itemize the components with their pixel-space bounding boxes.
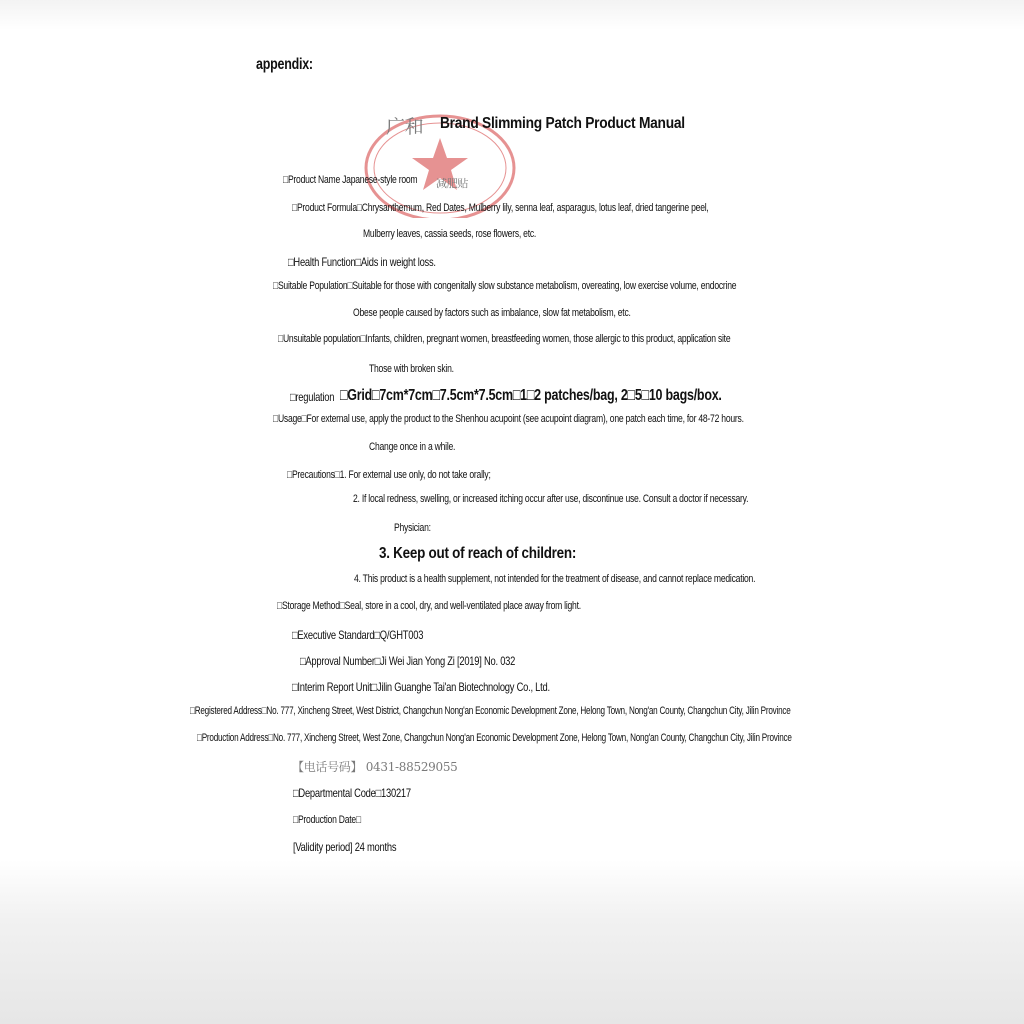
departmental-code-line bbox=[293, 786, 444, 800]
product-formula-line-1 bbox=[292, 202, 826, 214]
product-name-faded bbox=[436, 175, 468, 191]
health-function-line bbox=[288, 255, 478, 269]
unsuitable-population-text-2: Those with broken skin. bbox=[369, 363, 454, 375]
suitable-population-line-1 bbox=[273, 280, 867, 292]
precautions-line-4 bbox=[354, 573, 868, 585]
production-address-line bbox=[197, 732, 1001, 744]
unsuitable-population-line-1 bbox=[278, 333, 858, 345]
precautions-line-2 bbox=[353, 493, 860, 505]
precautions-text-1: □Precautions□1. For external use only, do not take orally; bbox=[287, 469, 491, 481]
registered-address-text: □Registered Address□No. 777, Xincheng Street, West District, Changchun Nong'an Economic Development Zone, Helong Town, Nong'an County, Changchun City, Jilin Province bbox=[190, 705, 791, 717]
product-name-text: □Product Name Japanese-style room bbox=[283, 174, 418, 186]
regulation-value bbox=[340, 387, 829, 405]
precautions-text-2: 2. If local redness, swelling, or increased itching occur after use, discontinue use. Consult a doctor if necessary. bbox=[353, 493, 749, 505]
departmental-code-text: □Departmental Code□130217 bbox=[293, 786, 411, 800]
phone-number-line bbox=[292, 758, 458, 775]
approval-number-line bbox=[300, 654, 576, 668]
physician-text: Physician: bbox=[394, 522, 431, 534]
page-title bbox=[440, 115, 725, 133]
suitable-population-text-1: □Suitable Population□Suitable for those with congenitally slow substance metabolism, overeating, low exercise volume, endocrine bbox=[273, 280, 737, 292]
interim-report-unit-text: □Interim Report Unit□Jilin Guanghe Tai'an Biotechnology Co., Ltd. bbox=[292, 680, 550, 694]
approval-number-text: □Approval Number□Ji Wei Jian Yong Zi [2019] No. 032 bbox=[300, 654, 516, 668]
suitable-population-line-2 bbox=[353, 307, 709, 319]
product-formula-line-2 bbox=[363, 228, 585, 240]
product-formula-text-2: Mulberry leaves, cassia seeds, rose flowers, etc. bbox=[363, 228, 537, 240]
product-formula-text-1: □Product Formula□Chrysanthemum, Red Dates, Mulberry lily, senna leaf, asparagus, lotus leaf, dried tangerine peel, bbox=[292, 202, 709, 214]
unsuitable-population-line-2 bbox=[369, 363, 478, 375]
regulation-label bbox=[290, 390, 347, 404]
storage-method-text: □Storage Method□Seal, store in a cool, dry, and well-ventilated place away from light. bbox=[277, 600, 581, 612]
product-name-faded-text: 减肥贴 bbox=[436, 177, 469, 190]
regulation-value-text: □Grid□7cm*7cm□7.5cm*7.5cm□1□2 patches/bag, 2□5□10 bags/box. bbox=[340, 387, 722, 404]
executive-standard-text: □Executive Standard□Q/GHT003 bbox=[292, 628, 424, 642]
validity-period-line bbox=[293, 840, 425, 854]
usage-text-2: Change once in a while. bbox=[369, 441, 456, 453]
appendix-label-text: appendix: bbox=[256, 56, 313, 73]
executive-standard-line bbox=[292, 628, 460, 642]
keep-out-line bbox=[379, 545, 614, 563]
production-address-text: □Production Address□No. 777, Xincheng Street, West Zone, Changchun Nong'an Economic Development Zone, Helong Town, Nong'an County, Changchun City, Jilin Province bbox=[197, 732, 792, 744]
usage-line-1 bbox=[273, 413, 877, 425]
suitable-population-text-2: Obese people caused by factors such as imbalance, slow fat metabolism, etc. bbox=[353, 307, 631, 319]
product-name-line bbox=[283, 174, 455, 186]
phone-number-text: 【电话号码】 0431-88529055 bbox=[292, 760, 458, 774]
production-date-line bbox=[293, 814, 380, 826]
title-chinese-mark bbox=[386, 112, 423, 139]
validity-period-text: [Validity period] 24 months bbox=[293, 840, 397, 854]
health-function-text: □Health Function□Aids in weight loss. bbox=[288, 255, 436, 269]
interim-report-unit-line bbox=[292, 680, 623, 694]
usage-text-1: □Usage□For external use, apply the product to the Shenhou acupoint (see acupoint diagram), one patch each time, for 48-72 hours. bbox=[273, 413, 744, 425]
page-title-text: Brand Slimming Patch Product Manual bbox=[440, 115, 685, 132]
precautions-line-1 bbox=[287, 469, 548, 481]
usage-line-2 bbox=[369, 441, 480, 453]
precautions-text-4: 4. This product is a health supplement, not intended for the treatment of disease, and cannot replace medication. bbox=[354, 573, 756, 585]
keep-out-text: 3. Keep out of reach of children: bbox=[379, 545, 577, 562]
storage-method-line bbox=[277, 600, 667, 612]
registered-address-line bbox=[190, 705, 1002, 717]
physician-line bbox=[394, 522, 441, 534]
unsuitable-population-text-1: □Unsuitable population□Infants, children, pregnant women, breastfeeding women, those allergic to this product, application site bbox=[278, 333, 731, 345]
appendix-label bbox=[256, 56, 329, 74]
regulation-label-text: □regulation bbox=[290, 390, 335, 404]
title-chinese-text: 广和 bbox=[386, 116, 424, 138]
production-date-text: □Production Date□ bbox=[293, 814, 361, 826]
